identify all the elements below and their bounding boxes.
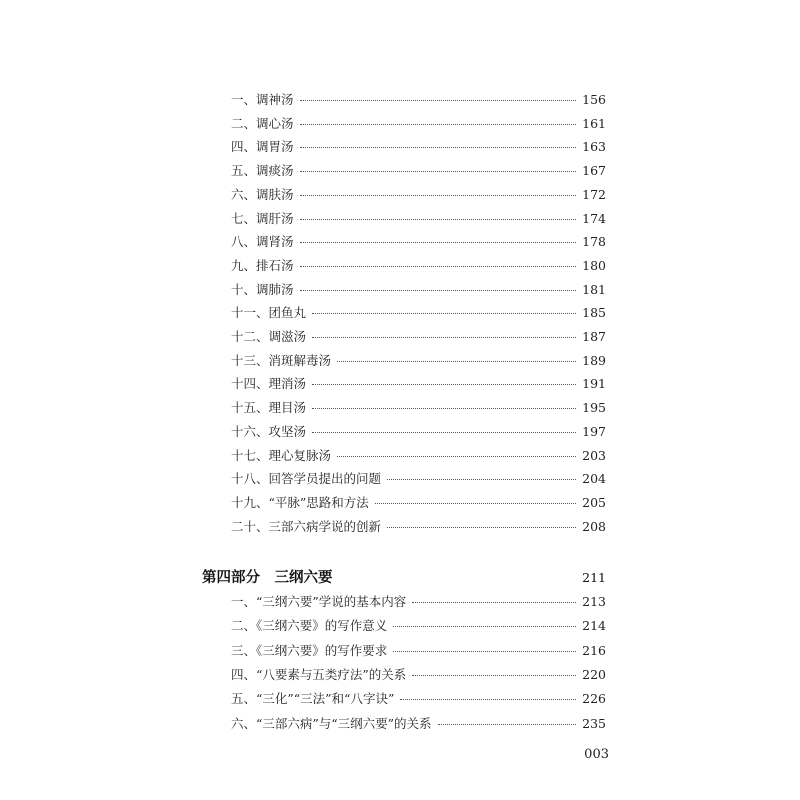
toc-entry-page: 180 xyxy=(582,257,606,273)
toc-entry[interactable] xyxy=(0,422,800,442)
toc-entry-page: 220 xyxy=(582,666,606,682)
toc-entry[interactable] xyxy=(0,185,800,205)
toc-entry-page: 163 xyxy=(582,139,606,155)
dot-leader xyxy=(387,479,576,480)
toc-entry-title: 五、“三化”“三法”和“八字诀” xyxy=(231,689,398,709)
dot-leader xyxy=(300,266,576,267)
toc-entry-page: 185 xyxy=(582,305,606,321)
dot-leader xyxy=(393,626,576,627)
toc-entry-title: 四、调胃汤 xyxy=(231,137,298,157)
dot-leader xyxy=(412,675,576,676)
dot-leader xyxy=(337,456,576,457)
toc-entry[interactable] xyxy=(0,469,800,489)
toc-entry-title: 十八、回答学员提出的问题 xyxy=(231,469,385,489)
toc-entry-page: 178 xyxy=(582,234,606,250)
toc-entry-page: 214 xyxy=(582,618,606,634)
dot-leader xyxy=(312,337,576,338)
toc-entry[interactable] xyxy=(0,232,800,252)
toc-entry[interactable] xyxy=(0,256,800,276)
toc-entry[interactable] xyxy=(0,161,800,181)
dot-leader xyxy=(337,361,576,362)
toc-entry-page: 235 xyxy=(582,715,606,731)
toc-entry-title: 九、排石汤 xyxy=(231,256,298,276)
dot-leader xyxy=(300,195,576,196)
toc-entry-title: 十六、攻坚汤 xyxy=(231,422,310,442)
toc-entry[interactable] xyxy=(0,493,800,513)
toc-entry-page: 197 xyxy=(582,423,606,439)
toc-entry-page: 205 xyxy=(582,494,606,510)
toc-entry[interactable] xyxy=(0,665,800,685)
dot-leader xyxy=(312,384,576,385)
dot-leader xyxy=(300,171,576,172)
toc-entry-title: 二十、三部六病学说的创新 xyxy=(231,517,385,537)
toc-entry[interactable] xyxy=(0,641,800,661)
dot-leader xyxy=(300,100,576,101)
toc-entry[interactable] xyxy=(0,90,800,110)
toc-entry-title: 五、调痰汤 xyxy=(231,161,298,181)
toc-entry-title: 八、调肾汤 xyxy=(231,232,298,252)
dot-leader xyxy=(300,290,576,291)
toc-entry-page: 156 xyxy=(582,92,606,107)
toc-entry[interactable] xyxy=(0,446,800,466)
dot-leader xyxy=(312,408,576,409)
section-title: 第四部分 三纲六要 xyxy=(202,569,333,586)
dot-leader xyxy=(300,242,576,243)
toc-entry-page: 161 xyxy=(582,115,606,131)
toc-entry-page: 181 xyxy=(582,281,606,297)
dot-leader xyxy=(375,503,576,504)
dot-leader xyxy=(393,651,576,652)
toc-entry[interactable] xyxy=(0,327,800,347)
toc-entry-page: 172 xyxy=(582,186,606,202)
toc-entry[interactable] xyxy=(0,209,800,229)
toc-entry[interactable] xyxy=(0,114,800,134)
toc-entry-title: 六、“三部六病”与“三纲六要”的关系 xyxy=(231,714,436,734)
toc-entry[interactable] xyxy=(0,689,800,709)
toc-entry-title: 十四、理消汤 xyxy=(231,374,310,394)
toc-entry[interactable] xyxy=(0,303,800,323)
dot-leader xyxy=(438,724,576,725)
section-page-number: 211 xyxy=(582,570,606,585)
section-heading[interactable] xyxy=(202,566,606,590)
page-number: 003 xyxy=(584,747,609,762)
toc-entry[interactable] xyxy=(0,374,800,394)
dot-leader xyxy=(387,527,576,528)
toc-entry-title: 一、“三纲六要”学说的基本内容 xyxy=(231,592,410,612)
toc-entry-title: 十五、理目汤 xyxy=(231,398,310,418)
toc-entry-title: 十二、调滋汤 xyxy=(231,327,310,347)
toc-entry-title: 十九、“平脉”思路和方法 xyxy=(231,493,373,513)
dot-leader xyxy=(312,432,576,433)
toc-entry[interactable] xyxy=(0,517,800,537)
toc-entry-title: 十一、团鱼丸 xyxy=(231,303,310,323)
toc-entry-page: 226 xyxy=(582,691,606,707)
toc-entry-page: 216 xyxy=(582,642,606,658)
toc-entry[interactable] xyxy=(0,592,800,612)
dot-leader xyxy=(412,602,576,603)
toc-entry-page: 195 xyxy=(582,400,606,416)
dot-leader xyxy=(300,147,576,148)
toc-entry-page: 167 xyxy=(582,163,606,179)
toc-entry[interactable] xyxy=(0,616,800,636)
toc-entry[interactable] xyxy=(0,137,800,157)
toc-entry-page: 213 xyxy=(582,594,606,609)
toc-entry-title: 七、调肝汤 xyxy=(231,209,298,229)
toc-entry-page: 191 xyxy=(582,376,606,392)
toc-entry-title: 四、“八要素与五类疗法”的关系 xyxy=(231,665,410,685)
toc-entry-page: 203 xyxy=(582,447,606,463)
dot-leader xyxy=(300,219,576,220)
toc-entry-title: 六、调肤汤 xyxy=(231,185,298,205)
toc-entry-page: 174 xyxy=(582,210,606,226)
toc-entry-page: 204 xyxy=(582,471,606,487)
dot-leader xyxy=(400,699,576,700)
toc-entry[interactable] xyxy=(0,351,800,371)
toc-entry-page: 208 xyxy=(582,518,606,534)
toc-entry-title: 十七、理心复脉汤 xyxy=(231,446,335,466)
toc-entry-page: 189 xyxy=(582,352,606,368)
toc-entry-page: 187 xyxy=(582,329,606,344)
toc-entry-title: 二、调心汤 xyxy=(231,114,298,134)
dot-leader xyxy=(312,313,576,314)
toc-entry-title: 一、调神汤 xyxy=(231,90,298,110)
toc-entry-title: 二、《三纲六要》的写作意义 xyxy=(231,616,391,636)
toc-entry-title: 三、《三纲六要》的写作要求 xyxy=(231,641,391,661)
toc-entry[interactable] xyxy=(0,714,800,734)
toc-entry-title: 十、调肺汤 xyxy=(231,280,298,300)
toc-entry[interactable] xyxy=(0,280,800,300)
toc-entry[interactable] xyxy=(0,398,800,418)
dot-leader xyxy=(300,124,576,125)
toc-entry-title: 十三、消斑解毒汤 xyxy=(231,351,335,371)
